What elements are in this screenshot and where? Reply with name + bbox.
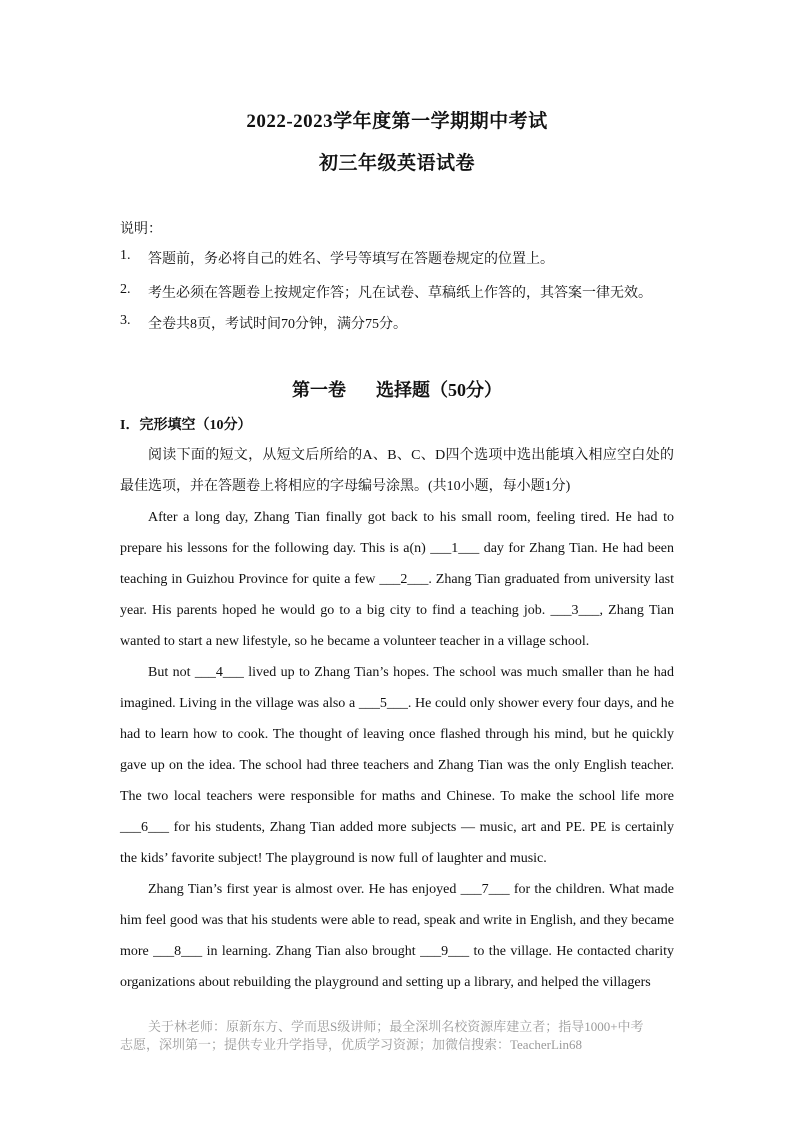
instruction-item [120,282,652,302]
instruction-number: 1. [120,248,131,263]
footer-note [120,1018,680,1054]
instruction-text: 全卷共8页，考试时间70分钟，满分75分。 [148,317,407,332]
passage-paragraph: After a long day, Zhang Tian finally got back to his small room, feeling tired. He had to prepare his lessons for the following day. This is a(n) ___1___ day for Zhang Tian. He had been teaching in Guizhou Province for quite a few ___2___. Zhang Tian graduated from university last year. His parents hoped he would go to a big city to find a teaching job. ___3___, Zhang Tian wanted to start a new lifestyle, so he became a volunteer teacher in a village school. [120,510,674,649]
instruction-item [120,248,554,268]
instruction-item [120,313,407,333]
section-part-name: 第一卷 [292,380,346,400]
instructions-label: 说明： [120,222,162,237]
instruction-text: 考生必须在答题卷上按规定作答；凡在试卷、草稿纸上作答的，其答案一律无效。 [148,286,652,301]
instruction-number: 3. [120,313,131,328]
cloze-body [120,440,674,998]
cloze-heading: I．完形填空（10分） [120,418,252,433]
instruction-number: 2. [120,282,131,297]
exam-title: 2022-2023学年度第一学期期中考试 [246,111,548,132]
passage-paragraph: Zhang Tian’s first year is almost over. He has enjoyed ___7___ for the children. What made him feel good was that his students were able to read, speak and write in English, and they became more ___8___ in learning. Zhang Tian also brought ___9___ to the village. He contacted charity organizations about rebuilding the playground and setting up a library, and helped the villagers [120,882,674,990]
footer-line: 志愿，深圳第一；提供专业升学指导，优质学习资源；加微信搜索：TeacherLin68 [120,1037,582,1052]
section-part-title: 选择题（50分） [376,380,502,400]
section-heading [0,376,794,402]
instruction-text: 答题前，务必将自己的姓名、学号等填写在答题卷规定的位置上。 [148,252,554,267]
passage-paragraph: But not ___4___ lived up to Zhang Tian’s hopes. The school was much smaller than he had imagined. Living in the village was also a ___5___. He could only shower every four days, and he had to learn how to cook. The thought of leaving once flashed through his mind, but he quickly gave up on the idea. The school had three teachers and Zhang Tian was the only English teacher. The two local teachers were responsible for maths and Chinese. To make the school life more ___6___ for his students, Zhang Tian added more subjects — music, art and PE. PE is certainly the kids’ favorite subject! The playground is now full of laughter and music. [120,665,674,866]
exam-subtitle: 初三年级英语试卷 [318,153,475,174]
footer-line: 关于林老师：原新东方、学而思S级讲师；最全深圳名校资源库建立者；指导1000+中考 [148,1019,644,1034]
cloze-directions: 阅读下面的短文，从短文后所给的A、B、C、D四个选项中选出能填入相应空白处的最佳选项，并在答题卷上将相应的字母编号涂黑。(共10小题，每小题1分) [120,448,674,494]
